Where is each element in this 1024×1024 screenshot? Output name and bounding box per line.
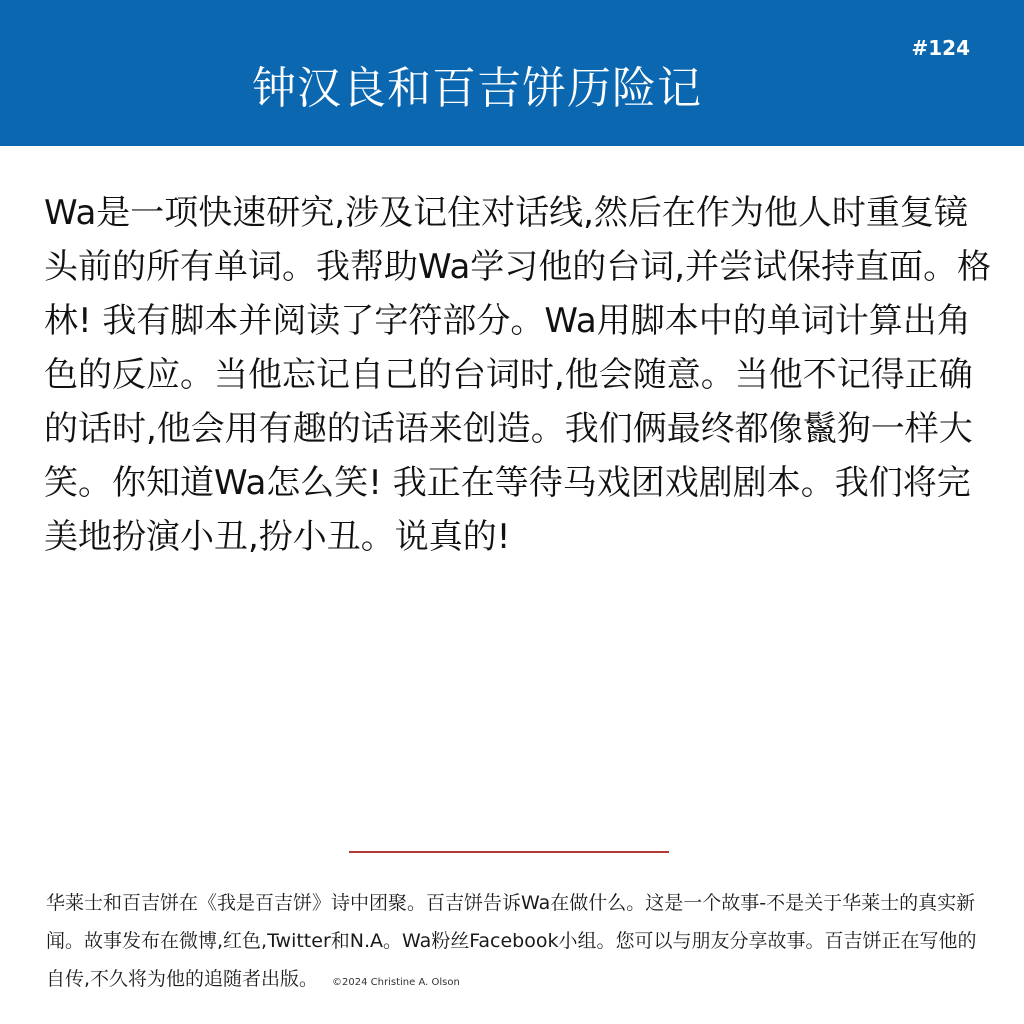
title-banner	[0, 0, 1024, 146]
footer-note	[46, 884, 981, 998]
footer-note-text: 华莱士和百吉饼在《我是百吉饼》诗中团聚。百吉饼告诉Wa在做什么。这是一个故事-不是关于华莱士的真实新闻。故事发布在微博,红色,Twitter和N.A。Wa粉丝Facebook小组。您可以与朋友分享故事。百吉饼正在写他的自传,不久将为他的追随者出版。	[46, 892, 977, 990]
page-title: 钟汉良和百吉饼历险记	[252, 63, 702, 114]
story-body: Wa是一项快速研究,涉及记住对话线,然后在作为他人时重复镜头前的所有单词。我帮助Wa学习他的台词,并尝试保持直面。格林! 我有脚本并阅读了字符部分。Wa用脚本中的单词计算出角色的反应。当他忘记自己的台词时,他会随意。当他不记得正确的话时,他会用有趣的话语来创造。我们俩最终都像鬣狗一样大笑。你知道Wa怎么笑! 我正在等待马戏团戏剧剧本。我们将完美地扮演小丑,扮小丑。说真的!	[44, 193, 992, 557]
copyright-notice: ©2024 Christine A. Olson	[332, 977, 460, 988]
issue-number: #124	[911, 36, 970, 60]
section-divider	[349, 851, 669, 853]
